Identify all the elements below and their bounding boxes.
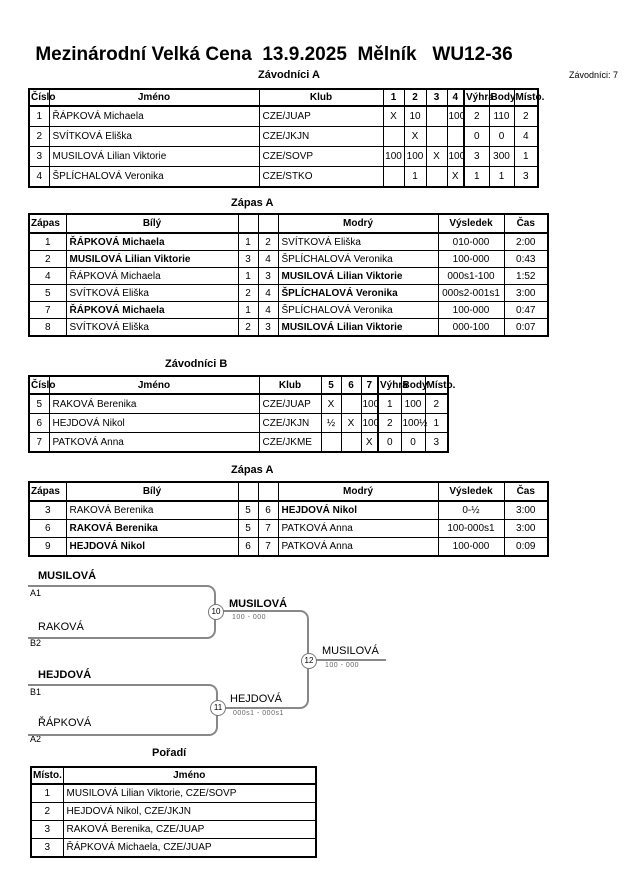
zavodnici-b-table xyxy=(28,375,456,453)
cell-modry: SVÍTKOVÁ Eliška xyxy=(278,233,438,251)
cell-6: 0 xyxy=(378,433,401,453)
cell-6: 100 xyxy=(447,106,464,127)
header-row xyxy=(29,89,538,106)
table-row xyxy=(29,233,548,251)
table-row xyxy=(31,839,316,858)
cell-3 xyxy=(383,127,404,147)
cell-0: 5 xyxy=(29,394,49,414)
col-header: Bílý xyxy=(66,214,238,233)
cell-1: RAKOVÁ Berenika, CZE/JUAP xyxy=(63,821,316,839)
cell-cas: 0:09 xyxy=(504,538,548,557)
cell-8: 0 xyxy=(489,127,514,147)
page-title: Mezinárodní Velká Cena 13.9.2025 Mělník WU12-36 xyxy=(35,44,513,65)
cell-8: 1 xyxy=(489,167,514,188)
cell-b_num: 1 xyxy=(238,302,258,319)
table-row xyxy=(29,538,548,557)
match-node-11: 11 xyxy=(210,700,226,716)
cell-b_num: 2 xyxy=(238,319,258,337)
cell-7: 0 xyxy=(401,433,425,453)
cell-1: PATKOVÁ Anna xyxy=(49,433,259,453)
cell-3: X xyxy=(321,394,341,414)
cell-0: 1 xyxy=(31,784,63,803)
col-header: Klub xyxy=(259,376,321,394)
bracket-entrant-name: MUSILOVÁ xyxy=(38,570,97,582)
cell-zapas: 8 xyxy=(29,319,66,337)
cell-7: 100½ xyxy=(401,414,425,433)
cell-0: 1 xyxy=(29,106,49,127)
bracket-entrant-name: HEJDOVÁ xyxy=(38,669,92,681)
cell-cas: 3:00 xyxy=(504,501,548,520)
header-row xyxy=(29,214,548,233)
cell-zapas: 4 xyxy=(29,268,66,285)
table-row xyxy=(29,319,548,337)
col-header: Body xyxy=(401,376,425,394)
cell-5 xyxy=(426,106,447,127)
cell-1: HEJDOVÁ Nikol, CZE/JKJN xyxy=(63,803,316,821)
cell-m_num: 6 xyxy=(258,501,278,520)
table-row xyxy=(29,167,538,188)
cell-1: HEJDOVÁ Nikol xyxy=(49,414,259,433)
cell-2: CZE/JUAP xyxy=(259,394,321,414)
cell-vysledek: 0-½ xyxy=(438,501,504,520)
cell-vysledek: 000-100 xyxy=(438,319,504,337)
col-header: 7 xyxy=(361,376,378,394)
cell-b_num: 2 xyxy=(238,285,258,302)
table-row xyxy=(31,803,316,821)
cell-modry: ŠPLÍCHALOVÁ Veronika xyxy=(278,302,438,319)
cell-0: 3 xyxy=(29,147,49,167)
table-row xyxy=(31,784,316,803)
cell-modry: MUSILOVÁ Lilian Viktorie xyxy=(278,268,438,285)
cell-2: CZE/STKO xyxy=(259,167,383,188)
section-heading-poradi: Pořadí xyxy=(152,747,187,759)
cell-modry: PATKOVÁ Anna xyxy=(278,538,438,557)
cell-4: 10 xyxy=(404,106,426,127)
col-header xyxy=(238,214,258,233)
col-header xyxy=(238,482,258,501)
bracket-seed: B2 xyxy=(30,638,42,648)
cell-4 xyxy=(341,433,361,453)
cell-7: 3 xyxy=(464,147,489,167)
section-heading-zapas-a2: Zápas A xyxy=(231,464,274,476)
cell-0: 7 xyxy=(29,433,49,453)
zavodnici-a-table xyxy=(28,88,545,188)
cell-2: CZE/JKJN xyxy=(259,127,383,147)
cell-b_num: 1 xyxy=(238,233,258,251)
table-row xyxy=(29,251,548,268)
col-header: Jméno xyxy=(63,767,316,784)
cell-5: 100 xyxy=(361,394,378,414)
cell-7: 0 xyxy=(464,127,489,147)
table-row xyxy=(29,147,538,167)
cell-cas: 1:52 xyxy=(504,268,548,285)
cell-modry: MUSILOVÁ Lilian Viktorie xyxy=(278,319,438,337)
cell-bily: ŘÁPKOVÁ Michaela xyxy=(66,233,238,251)
cell-vysledek: 100-000s1 xyxy=(438,520,504,538)
cell-4: 1 xyxy=(404,167,426,188)
cell-6 xyxy=(447,127,464,147)
col-header: Výhra xyxy=(464,89,489,106)
col-header: Výsledek xyxy=(438,482,504,501)
col-header: Modrý xyxy=(278,482,438,501)
section-heading-zapas-a1: Zápas A xyxy=(231,197,274,209)
col-header: Zápas xyxy=(29,482,66,501)
cell-5 xyxy=(426,127,447,147)
col-header: Jméno xyxy=(49,376,259,394)
cell-b_num: 5 xyxy=(238,520,258,538)
cell-2: CZE/JKME xyxy=(259,433,321,453)
cell-vysledek: 100-000 xyxy=(438,251,504,268)
col-header: Čas xyxy=(504,482,548,501)
col-header: Bílý xyxy=(66,482,238,501)
match-node-12: 12 xyxy=(301,653,317,669)
cell-1: SVÍTKOVÁ Eliška xyxy=(49,127,259,147)
cell-2: CZE/JUAP xyxy=(259,106,383,127)
bracket-seed: B1 xyxy=(30,687,42,697)
table-row xyxy=(29,394,448,414)
table-row xyxy=(29,302,548,319)
cell-0: 6 xyxy=(29,414,49,433)
bracket-seed: A1 xyxy=(30,588,42,598)
bracket-score: 100 - 000 xyxy=(325,662,360,669)
cell-8: 3 xyxy=(425,433,448,453)
cell-1: ŘÁPKOVÁ Michaela xyxy=(49,106,259,127)
col-header: 2 xyxy=(404,89,426,106)
col-header: 5 xyxy=(321,376,341,394)
bracket-entrant-name: RAKOVÁ xyxy=(38,621,84,633)
cell-b_num: 5 xyxy=(238,501,258,520)
cell-m_num: 3 xyxy=(258,319,278,337)
cell-0: 2 xyxy=(31,803,63,821)
cell-3 xyxy=(383,167,404,188)
cell-1: MUSILOVÁ Lilian Viktorie xyxy=(49,147,259,167)
cell-3: ½ xyxy=(321,414,341,433)
section-heading-zavodnici-a: Závodníci A xyxy=(258,69,320,81)
cell-zapas: 2 xyxy=(29,251,66,268)
cell-6: 1 xyxy=(378,394,401,414)
cell-0: 3 xyxy=(31,821,63,839)
cell-4 xyxy=(341,394,361,414)
cell-1: MUSILOVÁ Lilian Viktorie, CZE/SOVP xyxy=(63,784,316,803)
cell-9: 2 xyxy=(514,106,538,127)
cell-0: 4 xyxy=(29,167,49,188)
col-header: Zápas xyxy=(29,214,66,233)
cell-8: 2 xyxy=(425,394,448,414)
cell-4: X xyxy=(341,414,361,433)
cell-5 xyxy=(426,167,447,188)
cell-vysledek: 010-000 xyxy=(438,233,504,251)
cell-3: X xyxy=(383,106,404,127)
cell-3: 100 xyxy=(383,147,404,167)
cell-1: ŘÁPKOVÁ Michaela, CZE/JUAP xyxy=(63,839,316,858)
bracket-seed: A2 xyxy=(30,734,42,744)
cell-cas: 0:47 xyxy=(504,302,548,319)
section-heading-zavodnici-b: Závodníci B xyxy=(165,358,228,370)
bracket-score: 100 - 000 xyxy=(232,614,267,621)
table-row xyxy=(31,821,316,839)
cell-8: 300 xyxy=(489,147,514,167)
cell-5: X xyxy=(361,433,378,453)
cell-4: 100 xyxy=(404,147,426,167)
cell-0: 2 xyxy=(29,127,49,147)
bracket-connector xyxy=(28,585,216,639)
cell-m_num: 7 xyxy=(258,538,278,557)
col-header: Číslo xyxy=(29,89,49,106)
bracket-score: 000s1 - 000s1 xyxy=(233,710,284,717)
cell-bily: MUSILOVÁ Lilian Viktorie xyxy=(66,251,238,268)
cell-cas: 3:00 xyxy=(504,285,548,302)
cell-1: ŠPLÍCHALOVÁ Veronika xyxy=(49,167,259,188)
col-header: Číslo xyxy=(29,376,49,394)
poradi-table xyxy=(30,766,317,858)
cell-9: 4 xyxy=(514,127,538,147)
zapas-a1-table xyxy=(28,213,549,337)
table-row xyxy=(29,268,548,285)
cell-9: 3 xyxy=(514,167,538,188)
cell-b_num: 1 xyxy=(238,268,258,285)
col-header: Klub xyxy=(259,89,383,106)
table-row xyxy=(29,285,548,302)
bracket-connector xyxy=(313,659,386,661)
cell-m_num: 7 xyxy=(258,520,278,538)
cell-bily: SVÍTKOVÁ Eliška xyxy=(66,285,238,302)
cell-m_num: 3 xyxy=(258,268,278,285)
cell-vysledek: 100-000 xyxy=(438,302,504,319)
cell-7: 2 xyxy=(464,106,489,127)
cell-vysledek: 000s1-100 xyxy=(438,268,504,285)
cell-5: 100 xyxy=(361,414,378,433)
cell-2: CZE/JKJN xyxy=(259,414,321,433)
cell-7: 1 xyxy=(464,167,489,188)
cell-zapas: 9 xyxy=(29,538,66,557)
col-header: Výsledek xyxy=(438,214,504,233)
cell-zapas: 3 xyxy=(29,501,66,520)
cell-m_num: 2 xyxy=(258,233,278,251)
cell-5: X xyxy=(426,147,447,167)
cell-2: CZE/SOVP xyxy=(259,147,383,167)
cell-modry: ŠPLÍCHALOVÁ Veronika xyxy=(278,285,438,302)
cell-bily: ŘÁPKOVÁ Michaela xyxy=(66,268,238,285)
cell-bily: RAKOVÁ Berenika xyxy=(66,520,238,538)
table-row xyxy=(29,501,548,520)
cell-3 xyxy=(321,433,341,453)
competitors-count: Závodníci: 7 xyxy=(568,70,618,80)
col-header xyxy=(258,482,278,501)
cell-cas: 3:00 xyxy=(504,520,548,538)
header-row xyxy=(29,482,548,501)
cell-b_num: 3 xyxy=(238,251,258,268)
col-header: Modrý xyxy=(278,214,438,233)
col-header: 3 xyxy=(426,89,447,106)
col-header: 1 xyxy=(383,89,404,106)
table-row xyxy=(29,106,538,127)
bracket-connector xyxy=(28,684,218,736)
table-row xyxy=(29,414,448,433)
col-header: Čas xyxy=(504,214,548,233)
cell-zapas: 6 xyxy=(29,520,66,538)
cell-modry: PATKOVÁ Anna xyxy=(278,520,438,538)
cell-zapas: 5 xyxy=(29,285,66,302)
cell-8: 1 xyxy=(425,414,448,433)
cell-6: X xyxy=(447,167,464,188)
col-header: 4 xyxy=(447,89,464,106)
cell-cas: 2:00 xyxy=(504,233,548,251)
cell-bily: HEJDOVÁ Nikol xyxy=(66,538,238,557)
cell-bily: RAKOVÁ Berenika xyxy=(66,501,238,520)
cell-bily: ŘÁPKOVÁ Michaela xyxy=(66,302,238,319)
cell-zapas: 7 xyxy=(29,302,66,319)
cell-6: 2 xyxy=(378,414,401,433)
cell-m_num: 4 xyxy=(258,285,278,302)
table-row xyxy=(29,520,548,538)
cell-m_num: 4 xyxy=(258,251,278,268)
cell-cas: 0:43 xyxy=(504,251,548,268)
cell-vysledek: 000s2-001s1 xyxy=(438,285,504,302)
header-row xyxy=(29,376,448,394)
col-header: Místo. xyxy=(514,89,538,106)
table-row xyxy=(29,433,448,453)
cell-4: X xyxy=(404,127,426,147)
cell-9: 1 xyxy=(514,147,538,167)
cell-modry: HEJDOVÁ Nikol xyxy=(278,501,438,520)
col-header: Výhra xyxy=(378,376,401,394)
bracket-winner-name: MUSILOVÁ xyxy=(322,645,379,657)
col-header: Místo. xyxy=(425,376,448,394)
cell-modry: ŠPLÍCHALOVÁ Veronika xyxy=(278,251,438,268)
cell-m_num: 4 xyxy=(258,302,278,319)
cell-0: 3 xyxy=(31,839,63,858)
bracket-winner-name: MUSILOVÁ xyxy=(229,598,288,610)
cell-cas: 0:07 xyxy=(504,319,548,337)
bracket-entrant-name: ŘÁPKOVÁ xyxy=(38,717,92,729)
cell-8: 110 xyxy=(489,106,514,127)
cell-6: 100 xyxy=(447,147,464,167)
zapas-a2-table xyxy=(28,481,549,557)
cell-b_num: 6 xyxy=(238,538,258,557)
cell-zapas: 1 xyxy=(29,233,66,251)
bracket-winner-name: HEJDOVÁ xyxy=(230,693,282,705)
table-row xyxy=(29,127,538,147)
cell-7: 100 xyxy=(401,394,425,414)
col-header: Body xyxy=(489,89,514,106)
header-row xyxy=(31,767,316,784)
cell-1: RAKOVÁ Berenika xyxy=(49,394,259,414)
cell-bily: SVÍTKOVÁ Eliška xyxy=(66,319,238,337)
match-node-10: 10 xyxy=(208,604,224,620)
col-header: 6 xyxy=(341,376,361,394)
col-header: Jméno xyxy=(49,89,259,106)
col-header: Místo. xyxy=(31,767,63,784)
cell-vysledek: 100-000 xyxy=(438,538,504,557)
col-header xyxy=(258,214,278,233)
